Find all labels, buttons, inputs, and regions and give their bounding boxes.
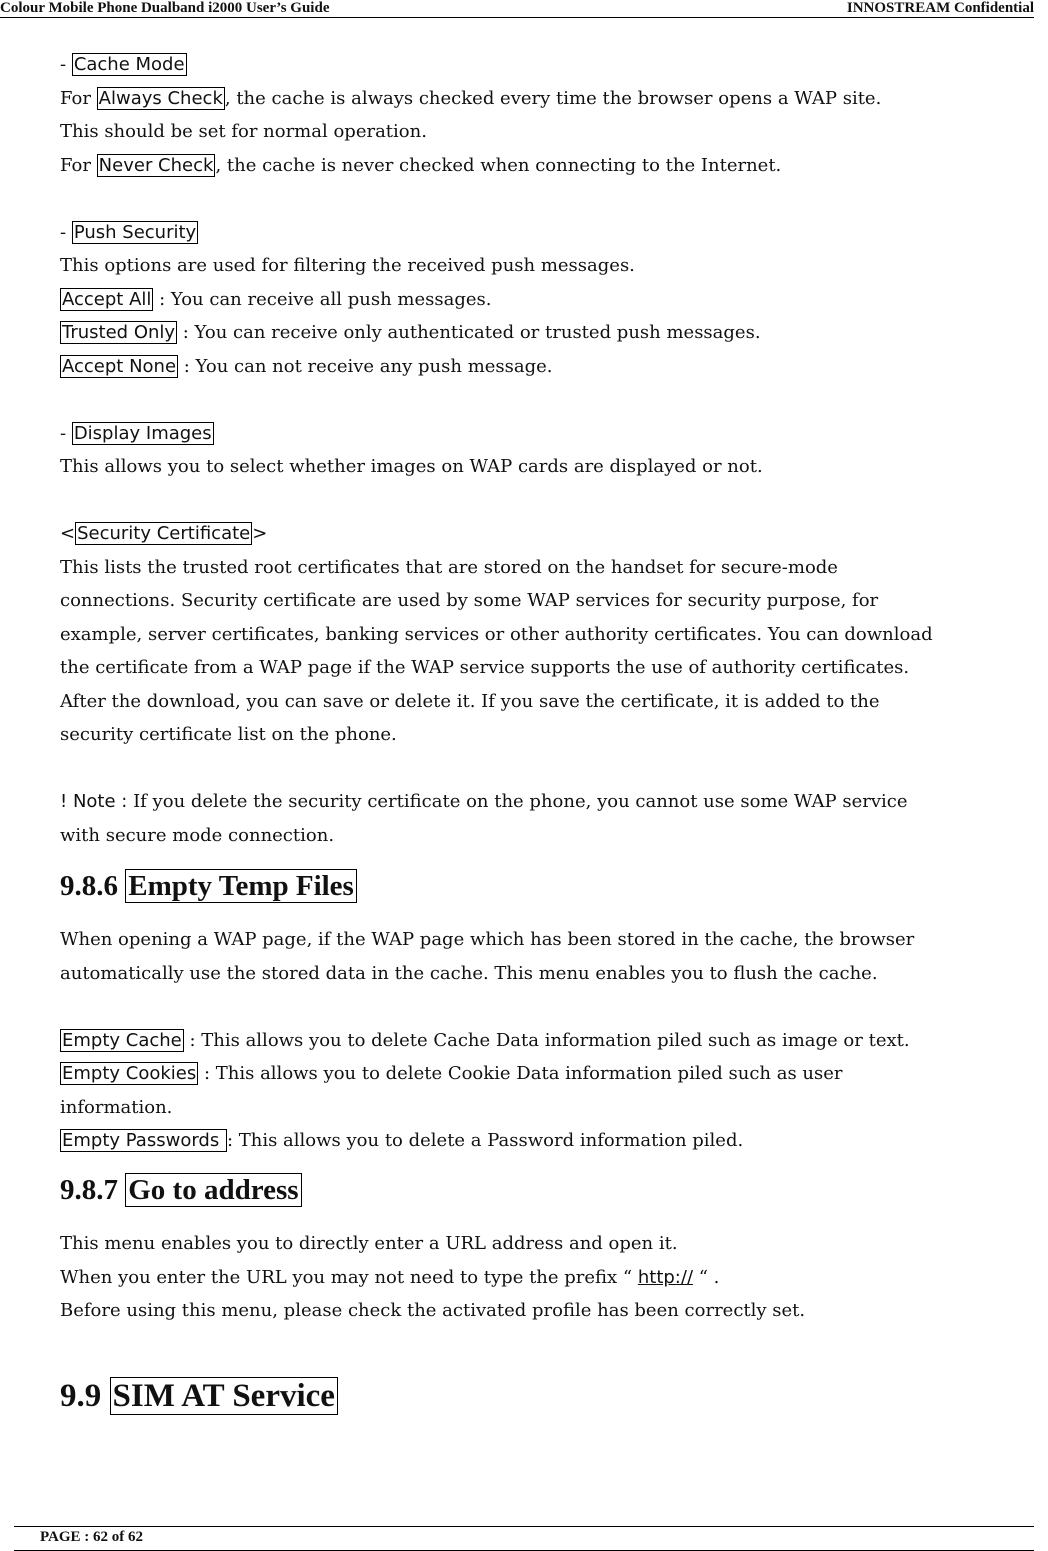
push-option-trusted-only: Trusted Only : You can receive only authenticated or trusted push messages. <box>62 322 761 343</box>
page-header <box>0 0 1034 18</box>
display-images-desc: This allows you to select whether images on WAP cards are displayed or not. <box>60 456 763 477</box>
page-footer <box>14 1526 1034 1551</box>
empty-passwords-option: Empty Passwords : This allows you to delete a Password information piled. <box>62 1130 744 1152</box>
always-check-term: Always Check <box>98 87 223 109</box>
cache-mode-heading: - Cache Mode <box>60 54 185 75</box>
header-doc-title: Colour Mobile Phone Dualband i2000 User’s Guide <box>0 0 330 16</box>
cache-mode-line-2: This should be set for normal operation. <box>60 121 427 142</box>
note-label: ! Note : <box>60 791 128 812</box>
section-987-line-1: This menu enables you to directly enter a URL address and open it. <box>60 1233 678 1255</box>
section-987-heading: 9.8.7 Go to address <box>60 1174 1035 1207</box>
note-line-1: ! Note : If you delete the security certificate on the phone, you cannot use some WAP service <box>60 791 908 812</box>
section-987-line-2: When you enter the URL you may not need to type the prefix “ http:// “ . <box>60 1266 720 1288</box>
section-99-heading: 9.9 SIM AT Service <box>60 1378 1035 1416</box>
section-987-title: Go to address <box>125 1173 301 1207</box>
security-certificate-title: Security Certificate <box>77 523 251 544</box>
security-cert-line-4: the certificate from a WAP page if the WAP service supports the use of authority certificates. <box>60 657 910 678</box>
push-security-title: Push Security <box>73 221 197 243</box>
display-images-title: Display Images <box>73 422 212 444</box>
section-99-title: SIM AT Service <box>110 1377 338 1415</box>
section-987-line-3: Before using this menu, please check the activated profile has been correctly set. <box>60 1300 806 1322</box>
security-cert-line-3: example, server certificates, banking services or other authority certificates. You can download <box>60 623 933 645</box>
section-986-line-1: When opening a WAP page, if the WAP page which has been stored in the cache, the browser <box>60 929 915 951</box>
section-986-heading: 9.8.6 Empty Temp Files <box>60 870 1035 903</box>
security-cert-line-2: connections. Security certificate are used by some WAP services for security purpose, for <box>60 590 879 611</box>
empty-cookies-option: Empty Cookies : This allows you to delete Cookie Data information piled such as user <box>62 1063 843 1085</box>
security-cert-line-6: security certificate list on the phone. <box>60 724 397 745</box>
empty-cookies-continued: information. <box>60 1096 173 1118</box>
cache-mode-line-1: For Always Check , the cache is always checked every time the browser opens a WAP site. <box>60 87 882 109</box>
never-check-term: Never Check <box>98 154 214 176</box>
header-confidential: INNOSTREAM Confidential <box>846 0 1034 16</box>
display-images-heading: - Display Images <box>60 422 212 444</box>
security-cert-line-1: This lists the trusted root certificates that are stored on the handset for secure-mode <box>60 556 838 578</box>
push-security-intro: This options are used for filtering the received push messages. <box>60 255 635 276</box>
push-security-heading: - Push Security <box>60 221 197 243</box>
page-number: PAGE : 62 of 62 <box>40 1529 144 1545</box>
push-option-accept-none: Accept None : You can not receive any push message. <box>62 355 553 377</box>
empty-cache-option: Empty Cache : This allows you to delete Cache Data information piled such as image or text. <box>62 1029 910 1051</box>
cache-mode-line-3: For Never Check , the cache is never checked when connecting to the Internet. <box>60 154 782 176</box>
security-certificate-heading: < Security Certificate > <box>60 523 268 544</box>
section-986-line-2: automatically use the stored data in the cache. This menu enables you to flush the cache. <box>60 962 878 984</box>
section-986-title: Empty Temp Files <box>125 869 357 903</box>
push-option-accept-all: Accept All : You can receive all push messages. <box>62 288 492 310</box>
http-prefix-link: http:// <box>637 1266 694 1288</box>
note-line-2: with secure mode connection. <box>60 824 335 846</box>
document-body <box>60 48 1035 1416</box>
security-cert-line-5: After the download, you can save or delete it. If you save the certificate, it is added to the <box>60 690 880 712</box>
cache-mode-title: Cache Mode <box>73 54 185 75</box>
